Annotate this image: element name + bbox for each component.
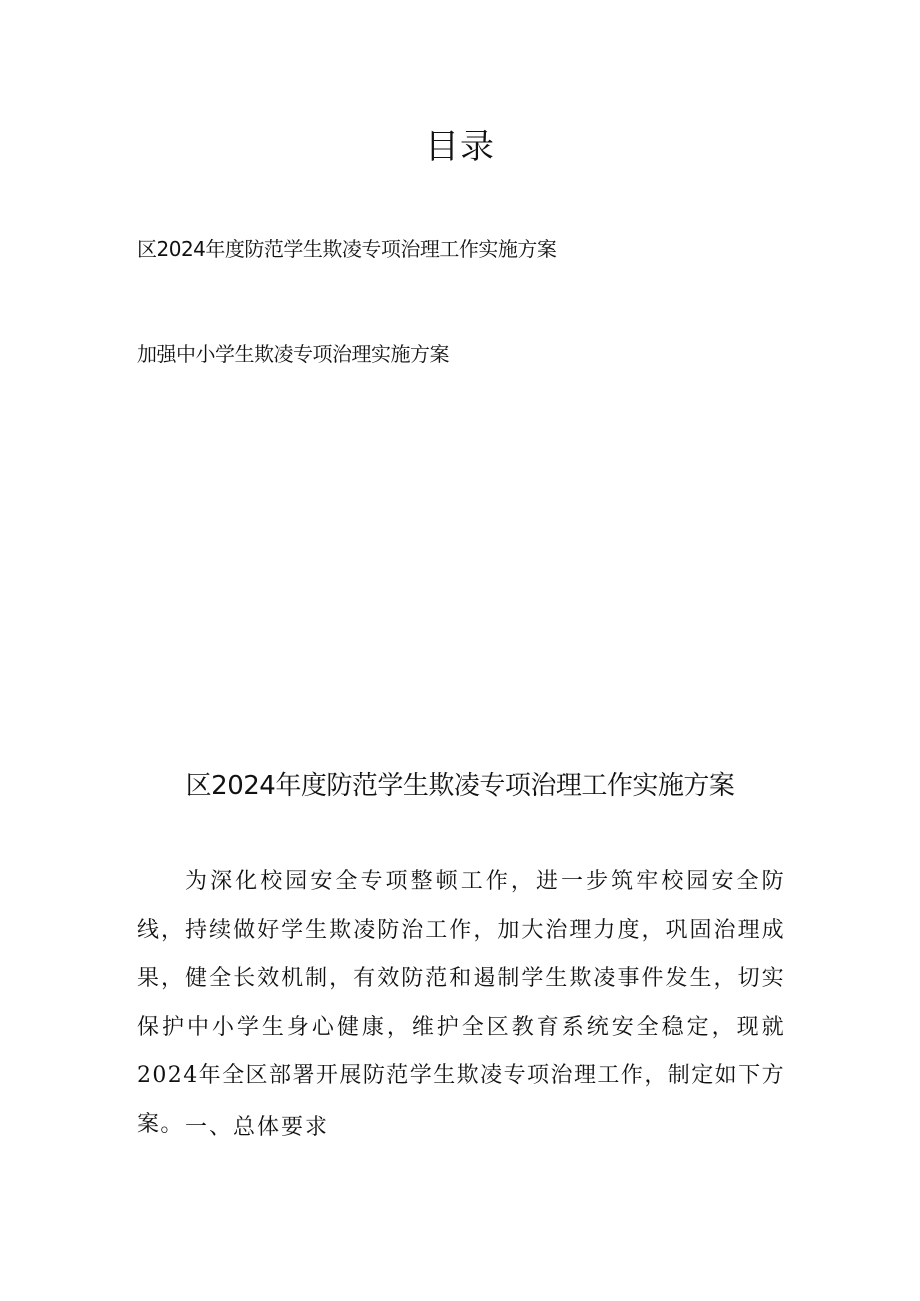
section-heading: 一、总体要求 (185, 1115, 330, 1140)
intro-paragraph: 为深化校园安全专项整顿工作，进一步筑牢校园安全防线，持续做好学生欺凌防治工作，加大治理力度，巩固治理成果，健全长效机制，有效防范和遏制学生欺凌事件发生，切实保护中小学生身心健康，维护全区教育系统安全稳定，现就2024年全区部署开展防范学生欺凌专项治理工作，制定如下方案。 (137, 869, 785, 1137)
toc-item[interactable]: 区2024年度防范学生欺凌专项治理工作实施方案 (137, 237, 557, 261)
document-title: 区2024年度防范学生欺凌专项治理工作实施方案 (185, 771, 735, 801)
toc-item[interactable]: 加强中小学生欺凌专项治理实施方案 (137, 342, 449, 366)
toc-title: 目录 (425, 127, 495, 167)
